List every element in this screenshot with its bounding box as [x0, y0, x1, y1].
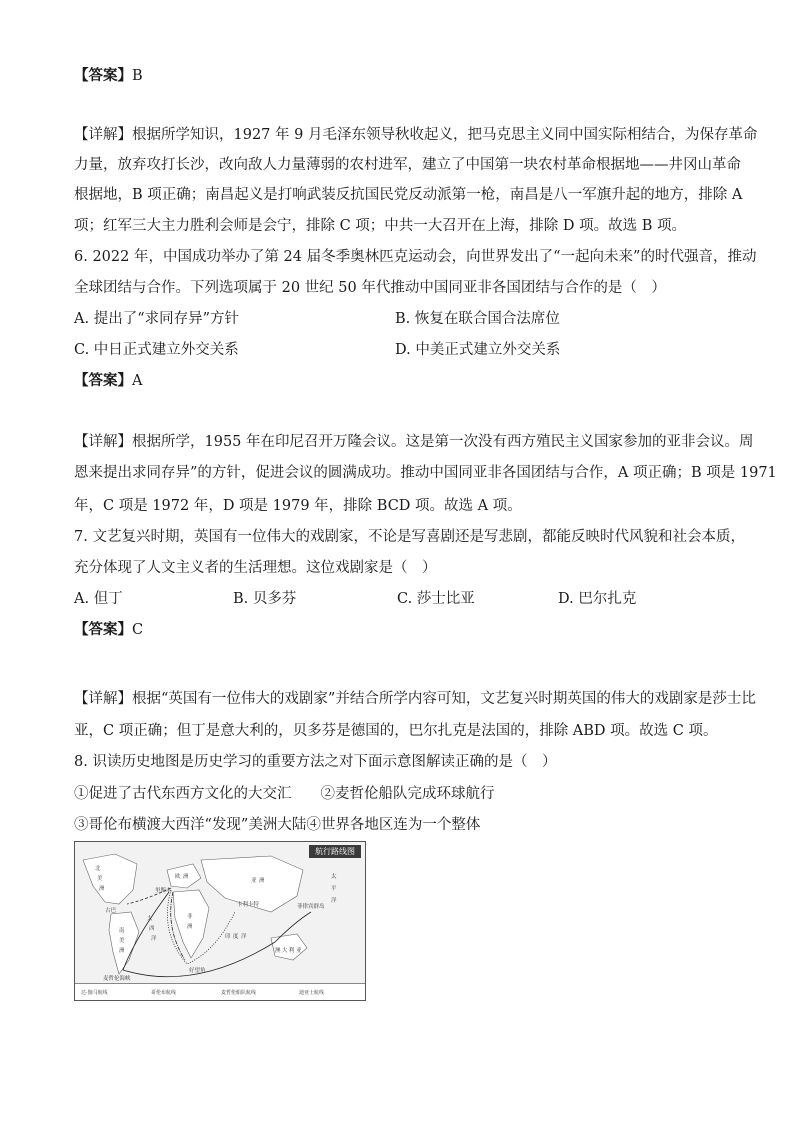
map-label: 澳 — [275, 948, 281, 954]
q5-detail-line: 力量，放弃攻打长沙，改向敌人力量薄弱的农村进军，建立了中国第一块农村革命根据地——井冈山革命 — [74, 157, 741, 173]
q7-stem-line: 7. 文艺复兴时期，英国有一位伟大的戏剧家，不论是写喜剧还是写悲剧，都能反映时代风貌和社会本质， — [74, 529, 745, 545]
map-label: 美 — [97, 876, 103, 882]
map-label: 亚 — [296, 948, 302, 954]
q6-stem-line: 6. 2022 年，中国成功举办了第 24 届冬季奥林匹克运动会，向世界发出了“一起向未来”的时代强音，推动 — [74, 249, 757, 265]
map-label: 美 — [119, 938, 125, 944]
map-label: 北 — [95, 866, 101, 872]
q6-detail-line: 恩来提出求同存异”的方针，促进会议的圆满成功。推动中国同亚非各国团结与合作，A 项正确；B 项是 1971 — [74, 465, 777, 481]
q5-detail-line: 项；红军三大主力胜利会师是会宁，排除 C 项；中共一大召开在上海，排除 D 项。故选 B 项。 — [74, 218, 687, 234]
map-label: 好望角 — [189, 968, 206, 974]
map-label: 欧 — [175, 874, 181, 880]
q6-detail-line: 年，C 项是 1972 年，D 项是 1979 年，排除 BCD 项。故选 A 项。 — [74, 498, 522, 514]
map-label: 里斯本 — [155, 888, 172, 894]
map-label: 印 — [225, 934, 231, 940]
q8-stem-line: ①促进了古代东西方文化的大交汇 ②麦哲伦船队完成环球航行 — [74, 786, 495, 802]
q6-option-a: A. 提出了“求同存异”方针 — [74, 311, 240, 327]
q7-detail-line: 【详解】根据“英国有一位伟大的戏剧家”并结合所学内容可知，文艺复兴时期英国的伟大的戏剧家是莎士比 — [74, 691, 756, 707]
q7-option-a: A. 但丁 — [74, 591, 123, 607]
q7-stem-line: 充分体现了人文主义者的生活理想。这位戏剧家是（ ） — [74, 560, 437, 576]
q7-option-c: C. 莎士比亚 — [397, 591, 475, 607]
map-label: 洲 — [183, 874, 189, 880]
q5-answer: 【答案】B — [74, 67, 143, 84]
map-label: 洲 — [187, 924, 193, 930]
legend-item: 迪亚士航线 — [299, 990, 325, 996]
q6-option-c: C. 中日正式建立外交关系 — [74, 342, 239, 358]
map-label: 平 — [331, 886, 337, 892]
map-label: 亚 — [251, 878, 257, 884]
map-label: 洋 — [331, 898, 337, 904]
q6-answer: 【答案】A — [74, 372, 143, 389]
q7-detail-line: 亚，C 项正确；但丁是意大利的，贝多芬是德国的，巴尔扎克是法国的，排除 ABD 项。故选 C 项。 — [74, 723, 718, 739]
q8-stem-line: 8. 识读历史地图是历史学习的重要方法之对下面示意图解读正确的是（ ） — [74, 754, 557, 770]
q6-stem-line: 全球团结与合作。下列选项属于 20 世纪 50 年代推动中国同亚非各国团结与合作的是（ ） — [74, 280, 666, 296]
q7-answer: 【答案】C — [74, 621, 144, 638]
map-title: 航行路线图 — [309, 845, 361, 858]
q8-stem-line: ③哥伦布横渡大西洋“发现”美洲大陆④世界各地区连为一个整体 — [74, 817, 481, 833]
map-label: 太 — [331, 874, 337, 880]
legend-item: 麦哲伦船队航线 — [221, 990, 257, 996]
q7-option-d: D. 巴尔扎克 — [558, 591, 637, 607]
map-label: 洋 — [241, 934, 247, 940]
map-label: 西 — [149, 926, 155, 932]
map-label: 非 — [187, 914, 193, 920]
map-label: 大 — [282, 948, 288, 954]
map-label: 南 — [119, 928, 125, 934]
map-label: 洲 — [119, 948, 125, 954]
map-label: 洋 — [151, 936, 157, 942]
q5-detail-line: 根据地，B 项正确；南昌起义是打响武装反抗国民党反动派第一枪，南昌是八一军旗升起的地方，排除 A — [74, 187, 743, 203]
map-label: 卡利卡特 — [237, 902, 260, 908]
map-label: 大 — [147, 916, 153, 922]
voyage-route-map — [74, 841, 366, 1001]
map-label: 度 — [233, 934, 239, 940]
map-label: 利 — [289, 948, 295, 954]
q6-option-b: B. 恢复在联合国合法席位 — [395, 311, 560, 327]
map-label: 洲 — [259, 878, 265, 884]
q5-detail-line: 【详解】根据所学知识，1927 年 9 月毛泽东领导秋收起义，把马克思主义同中国实际相结合，为保存革命 — [74, 127, 758, 143]
q6-detail-line: 【详解】根据所学，1955 年在印尼召开万隆会议。这是第一次没有西方殖民主义国家参加的亚非会议。周 — [74, 434, 754, 450]
q7-option-b: B. 贝多芬 — [233, 591, 297, 607]
legend-item: 哥伦布航线 — [151, 990, 177, 996]
map-label: 古巴 — [105, 908, 117, 914]
map-label: 菲律宾群岛 — [297, 904, 325, 910]
map-label: 洲 — [99, 886, 105, 892]
legend-item: 达·伽马航线 — [81, 990, 108, 996]
q6-option-d: D. 中美正式建立外交关系 — [395, 342, 561, 358]
map-label: 麦哲伦海峡 — [103, 976, 131, 982]
map-legend — [75, 983, 365, 1000]
